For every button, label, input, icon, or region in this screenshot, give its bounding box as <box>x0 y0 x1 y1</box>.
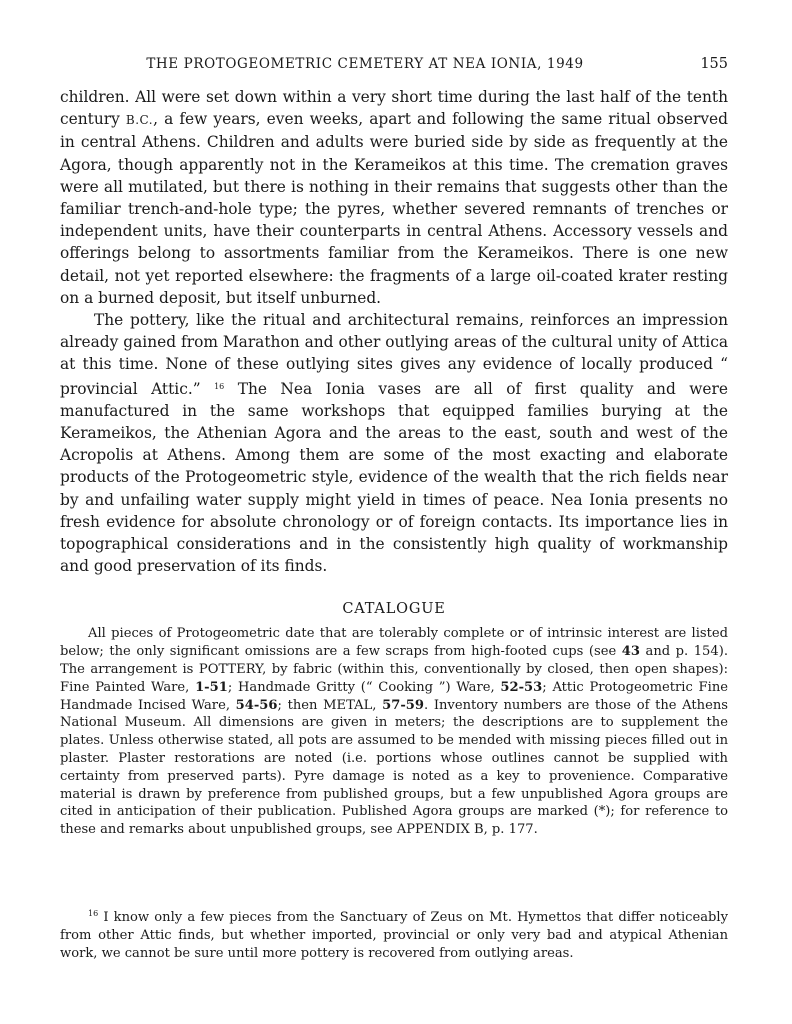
catalogue-ref: 1-51 <box>195 679 228 695</box>
era-abbreviation: B.C. <box>125 113 154 128</box>
paragraph-text: The pottery, like the ritual and architectural remains, reinforces an impression already gained from Marathon and other outlying areas of the cultural unity of Attica at this time. None of these outlying sites gives any evidence of locally produced “ provincial Attic.” <box>60 311 728 398</box>
catalogue-introduction <box>60 625 728 839</box>
catalogue-text: ; Attic Protogeometric Fine Handmade Incised Ware, <box>60 679 728 713</box>
paragraph-text: The Nea Ionia vases are all of first quality and were manufactured in the same workshops that equipped families burying at the Kerameikos, the Athenian Agora and the areas to the east, south and west of the Acropolis at Athens. Among them are some of the most exacting and elaborate products of the Protogeometric style, evidence of the wealth that the rich fields near by and unfailing water supply might yield in times of peace. Nea Ionia presents no fresh evidence for absolute chronology or of foreign contacts. Its importance lies in topographical considerations and in the consistently high quality of workmanship and good preservation of its finds. <box>60 379 728 576</box>
paragraph-text: , a few years, even weeks, apart and following the same ritual observed in central Athens. Children and adults were buried side by side as frequently at the Agora, though apparently not in the Kerameikos at this time. The cremation graves were all mutilated, but there is nothing in their remains that suggests other than the familiar trench-and-hole type; the pyres, whether severed remnants of trenches or independent units, have their counterparts in central Athens. Accessory vessels and offerings belong to assortments familiar from the Kerameikos. There is one new detail, not yet reported elsewhere: the fragments of a large oil-coated krater resting on a burned deposit, but itself unburned. <box>60 110 728 307</box>
running-head <box>60 52 728 76</box>
catalogue-text: . Inventory numbers are those of the Athens National Museum. All dimensions are given in meters; the descriptions are to supplement the plates. Unless otherwise stated, all pots are assumed to be mended with missing pieces filled out in plaster. Plaster restorations are noted (i.e. portions whose outlines cannot be supplied with certainty from preserved parts). Pyre damage is noted as a key to provenience. Comparative material is drawn by preference from published groups, but a few unpublished Agora groups are cited in anticipation of their publication. Published Agora groups are marked (*); for reference to these and remarks about unpublished groups, see APPENDIX B, p. 177. <box>60 697 729 838</box>
page-number: 155 <box>700 56 728 72</box>
catalogue-ref: 43 <box>621 644 640 660</box>
body-paragraph-2 <box>60 309 728 577</box>
page-content <box>60 52 728 839</box>
paragraph-text: children. All were set down within a very short time during the last half of the tenth century <box>60 88 728 129</box>
catalogue-ref: 54-56 <box>235 697 278 713</box>
catalogue-ref: 57-59 <box>382 697 424 713</box>
footnote-marker[interactable]: 16 <box>214 381 225 391</box>
footnote-number: 16 <box>88 909 99 918</box>
footnote <box>60 905 728 962</box>
running-title: THE PROTOGEOMETRIC CEMETERY AT NEA IONIA, 1949 <box>146 56 584 72</box>
catalogue-text: ; Handmade Gritty (“ Cooking ”) Ware, <box>227 679 501 695</box>
catalogue-text: ; then METAL, <box>277 697 383 713</box>
body-paragraph-1 <box>60 86 728 309</box>
catalogue-text: All pieces of Protogeometric date that are tolerably complete or of intrinsic interest are listed below; the only significant omissions are a few scraps from high-footed cups (see <box>60 626 728 660</box>
catalogue-text: and p. 154). The arrangement is POTTERY, by fabric (within this, conventionally by closed, then open shapes): Fine Painted Ware, <box>60 644 728 695</box>
section-heading: CATALOGUE <box>342 601 446 618</box>
footnote-text: I know only a few pieces from the Sanctuary of Zeus on Mt. Hymettos that differ noticeably from other Attic finds, but whether imported, provincial or only very bad and atypical Athenian work, we cannot be sure until more pottery is recovered from outlying areas. <box>60 910 728 961</box>
catalogue-ref: 52-53 <box>500 679 543 695</box>
